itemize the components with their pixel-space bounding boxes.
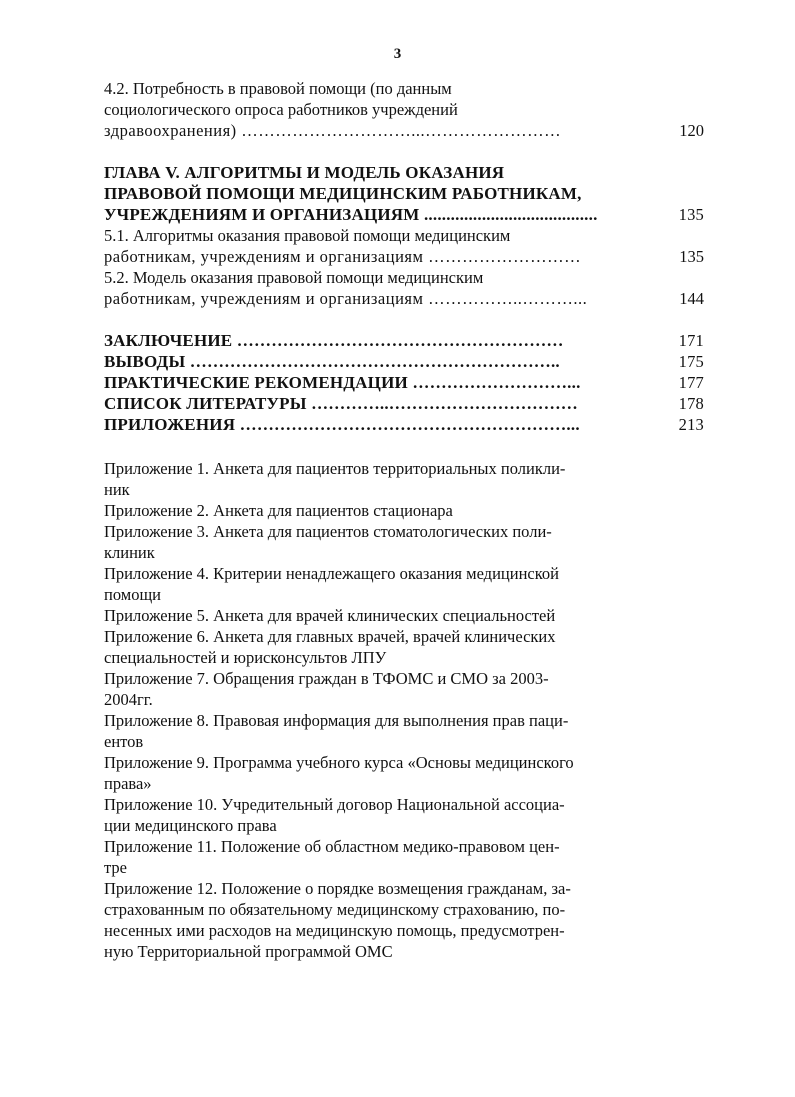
- appendix-line: помощи: [104, 585, 161, 604]
- toc-page-number: 144: [679, 289, 704, 308]
- toc-conclusion: [104, 330, 704, 351]
- appendix-line: Приложение 11. Положение об областном медико-правовом цен-: [104, 837, 560, 856]
- appendix-line: Приложение 6. Анкета для главных врачей, врачей клинических: [104, 627, 556, 646]
- toc-entry-line: социологического опроса работников учреждений: [104, 100, 458, 119]
- toc-entry-line: работникам, учреждениям и организациям ………………………: [104, 247, 582, 266]
- toc-section-label: ЗАКЛЮЧЕНИЕ …………………………………………………: [104, 331, 564, 350]
- toc-entry-4-2: [104, 78, 704, 141]
- toc-section-label: ПРАКТИЧЕСКИЕ РЕКОМЕНДАЦИИ ………………………...: [104, 373, 581, 392]
- appendix-line: Приложение 4. Критерии ненадлежащего оказания медицинской: [104, 564, 559, 583]
- toc-chapter-5: [104, 162, 704, 225]
- appendix-line: ную Территориальной программой ОМС: [104, 942, 393, 961]
- toc-literature: [104, 393, 704, 414]
- appendix-line: Приложение 2. Анкета для пациентов стационара: [104, 501, 453, 520]
- appendix-line: Приложение 10. Учредительный договор Национальной ассоциа-: [104, 795, 565, 814]
- toc-findings: [104, 351, 704, 372]
- toc-entry-line: ГЛАВА V. АЛГОРИТМЫ И МОДЕЛЬ ОКАЗАНИЯ: [104, 163, 505, 182]
- toc-entry-line: УЧРЕЖДЕНИЯМ И ОРГАНИЗАЦИЯМ .......................................: [104, 205, 598, 224]
- toc-section-label: СПИСОК ЛИТЕРАТУРЫ …………..……………………………: [104, 394, 579, 413]
- toc-entry-line: 5.2. Модель оказания правовой помощи медицинским: [104, 268, 484, 287]
- toc-page-number: 178: [678, 394, 704, 413]
- appendix-list: [104, 458, 644, 962]
- toc-entry-5-2: [104, 267, 704, 309]
- appendix-line: клиник: [104, 543, 155, 562]
- appendix-line: ник: [104, 480, 130, 499]
- appendix-line: Приложение 9. Программа учебного курса «Основы медицинского: [104, 753, 574, 772]
- toc-appendices: [104, 414, 704, 435]
- toc-entry-line: здравоохранения) …………………………...……………………: [104, 121, 562, 140]
- appendix-line: Приложение 3. Анкета для пациентов стоматологических поли-: [104, 522, 552, 541]
- toc-page-number: 177: [678, 373, 704, 392]
- appendix-line: Приложение 5. Анкета для врачей клинических специальностей: [104, 606, 556, 625]
- appendix-line: специальностей и юрисконсультов ЛПУ: [104, 648, 387, 667]
- appendix-line: права»: [104, 774, 152, 793]
- appendix-line: 2004гг.: [104, 690, 153, 709]
- appendix-line: Приложение 8. Правовая информация для выполнения прав паци-: [104, 711, 569, 730]
- toc-page-number: 213: [678, 415, 704, 434]
- toc-entry-line: 4.2. Потребность в правовой помощи (по данным: [104, 79, 452, 98]
- appendix-line: тре: [104, 858, 127, 877]
- toc-entry-line: 5.1. Алгоритмы оказания правовой помощи медицинским: [104, 226, 511, 245]
- toc-page-number: 135: [679, 247, 704, 266]
- appendix-line: Приложение 1. Анкета для пациентов территориальных поликли-: [104, 459, 566, 478]
- toc-page-number: 175: [678, 352, 704, 371]
- appendix-line: ентов: [104, 732, 144, 751]
- appendix-line: страхованным по обязательному медицинскому страхованию, по-: [104, 900, 566, 919]
- appendix-line: несенных ими расходов на медицинскую помощь, предусмотрен-: [104, 921, 565, 940]
- page-number: 3: [393, 46, 402, 62]
- toc-page-number: 171: [678, 331, 704, 350]
- toc-section-label: ПРИЛОЖЕНИЯ …………………………………………………...: [104, 415, 580, 434]
- toc-entry-5-1: [104, 225, 704, 267]
- toc-recommendations: [104, 372, 704, 393]
- table-of-contents: [104, 78, 704, 435]
- appendix-line: Приложение 12. Положение о порядке возмещения гражданам, за-: [104, 879, 571, 898]
- toc-entry-line: ПРАВОВОЙ ПОМОЩИ МЕДИЦИНСКИМ РАБОТНИКАМ,: [104, 184, 582, 203]
- toc-page-number: 135: [678, 205, 704, 224]
- toc-entry-line: работникам, учреждениям и организациям ……………..………...: [104, 289, 588, 308]
- appendix-line: Приложение 7. Обращения граждан в ТФОМС и СМО за 2003-: [104, 669, 549, 688]
- toc-section-label: ВЫВОДЫ ………………………………………………………..: [104, 352, 560, 371]
- appendix-line: ции медицинского права: [104, 816, 277, 835]
- toc-page-number: 120: [679, 121, 704, 140]
